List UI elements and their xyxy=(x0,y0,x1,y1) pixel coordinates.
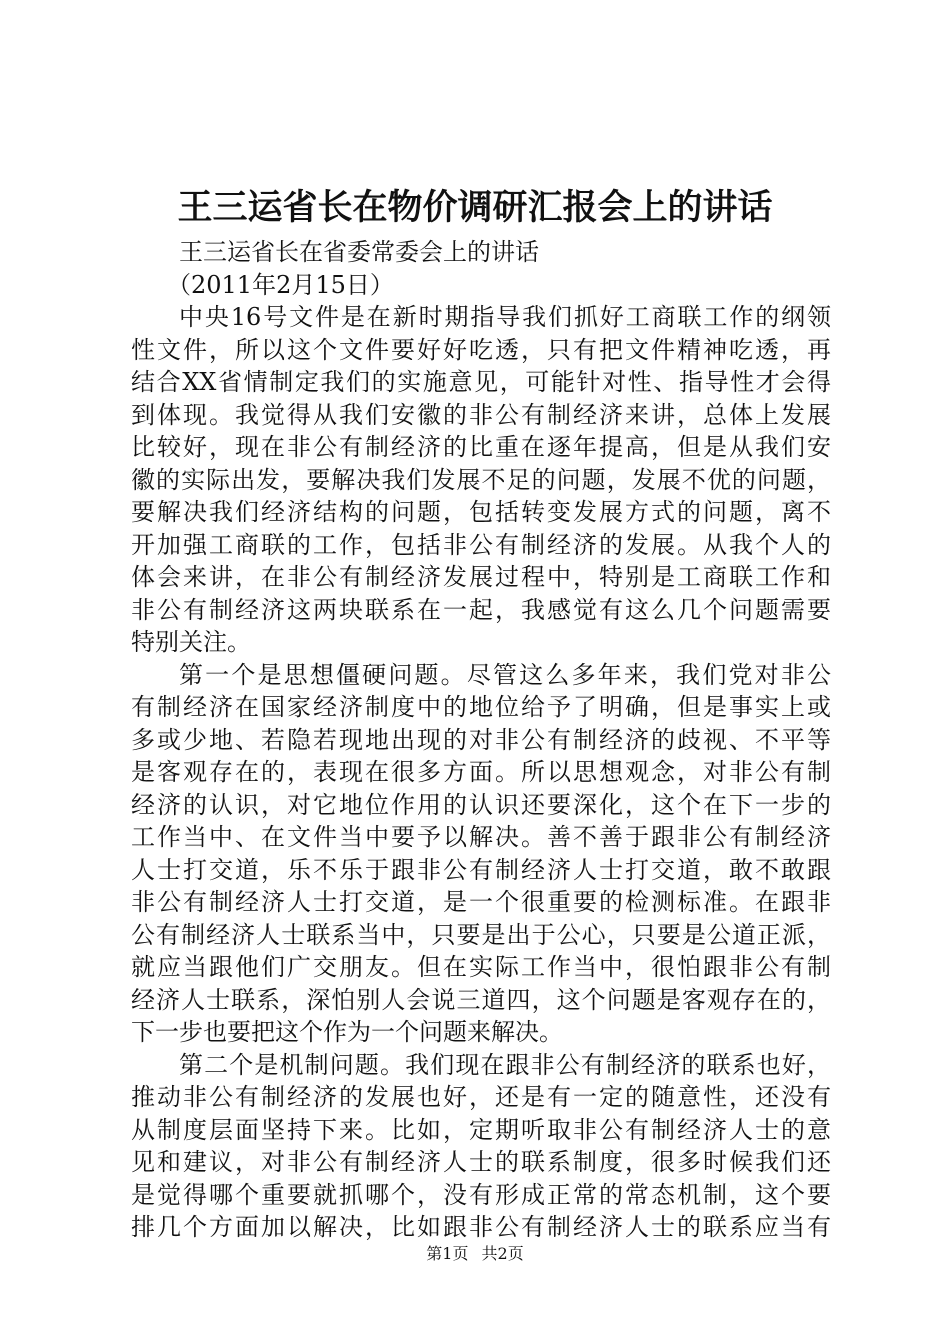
body-line: 从制度层面坚持下来。比如，定期听取非公有制经济人士的意 xyxy=(131,1115,831,1144)
body-line: 王三运省长在省委常委会上的讲话 xyxy=(179,238,539,266)
body-line: 徽的实际出发，要解决我们发展不足的问题，发展不优的问题， xyxy=(131,465,831,494)
body-line: 见和建议，对非公有制经济人士的联系制度，很多时候我们还 xyxy=(131,1148,831,1176)
page-total: 共2页 xyxy=(481,1244,524,1263)
body-line: 非公有制经济这两块联系在一起，我感觉有这么几个问题需要 xyxy=(131,595,831,624)
body-line: 开加强工商联的工作，包括非公有制经济的发展。从我个人的 xyxy=(131,530,831,559)
body-line: （2011年2月15日） xyxy=(167,270,394,299)
body-line: 第二个是机制问题。我们现在跟非公有制经济的联系也好， xyxy=(179,1050,831,1079)
body-line: 性文件，所以这个文件要好好吃透，只有把文件精神吃透，再 xyxy=(131,335,831,364)
body-line: 推动非公有制经济的发展也好，还是有一定的随意性，还没有 xyxy=(131,1083,831,1111)
page-footer xyxy=(0,1243,950,1265)
body-line: 中央16号文件是在新时期指导我们抓好工商联工作的纲领 xyxy=(179,303,831,331)
page-number: 第1页 xyxy=(426,1244,469,1263)
body-line: 经济的认识，对它地位作用的认识还要深化，这个在下一步的 xyxy=(131,790,831,819)
body-line: 是客观存在的，表现在很多方面。所以思想观念，对非公有制 xyxy=(131,758,831,786)
body-line: 体会来讲，在非公有制经济发展过程中，特别是工商联工作和 xyxy=(131,563,831,591)
body-line: 比较好，现在非公有制经济的比重在逐年提高，但是从我们安 xyxy=(131,433,831,461)
body-line: 结合XX省情制定我们的实施意见，可能针对性、指导性才会得 xyxy=(131,368,831,396)
body-line: 下一步也要把这个作为一个问题来解决。 xyxy=(131,1018,563,1046)
body-line: 要解决我们经济结构的问题，包括转变发展方式的问题，离不 xyxy=(131,498,831,526)
body-line: 公有制经济人士联系当中，只要是出于公心，只要是公道正派， xyxy=(131,920,831,949)
body-line: 多或少地、若隐若现地出现的对非公有制经济的歧视、不平等 xyxy=(131,725,831,754)
body-line: 经济人士联系，深怕别人会说三道四，这个问题是客观存在的， xyxy=(131,985,831,1014)
body-line: 到体现。我觉得从我们安徽的非公有制经济来讲，总体上发展 xyxy=(131,400,831,429)
document-title: 王三运省长在物价调研汇报会上的讲话 xyxy=(177,187,773,228)
body-line: 是觉得哪个重要就抓哪个，没有形成正常的常态机制，这个要 xyxy=(131,1180,831,1209)
body-line: 第一个是思想僵硬问题。尽管这么多年来，我们党对非公 xyxy=(179,660,831,689)
body-line: 非公有制经济人士打交道，是一个很重要的检测标准。在跟非 xyxy=(131,888,831,916)
body-line: 特别关注。 xyxy=(131,628,251,656)
body-line: 就应当跟他们广交朋友。但在实际工作当中，很怕跟非公有制 xyxy=(131,953,831,981)
body-line: 排几个方面加以解决，比如跟非公有制经济人士的联系应当有 xyxy=(131,1213,831,1241)
body-line: 有制经济在国家经济制度中的地位给予了明确，但是事实上或 xyxy=(131,693,831,721)
body-line: 工作当中、在文件当中要予以解决。善不善于跟非公有制经济 xyxy=(131,823,831,851)
body-line: 人士打交道，乐不乐于跟非公有制经济人士打交道，敢不敢跟 xyxy=(131,855,831,884)
document-body xyxy=(131,236,831,1244)
